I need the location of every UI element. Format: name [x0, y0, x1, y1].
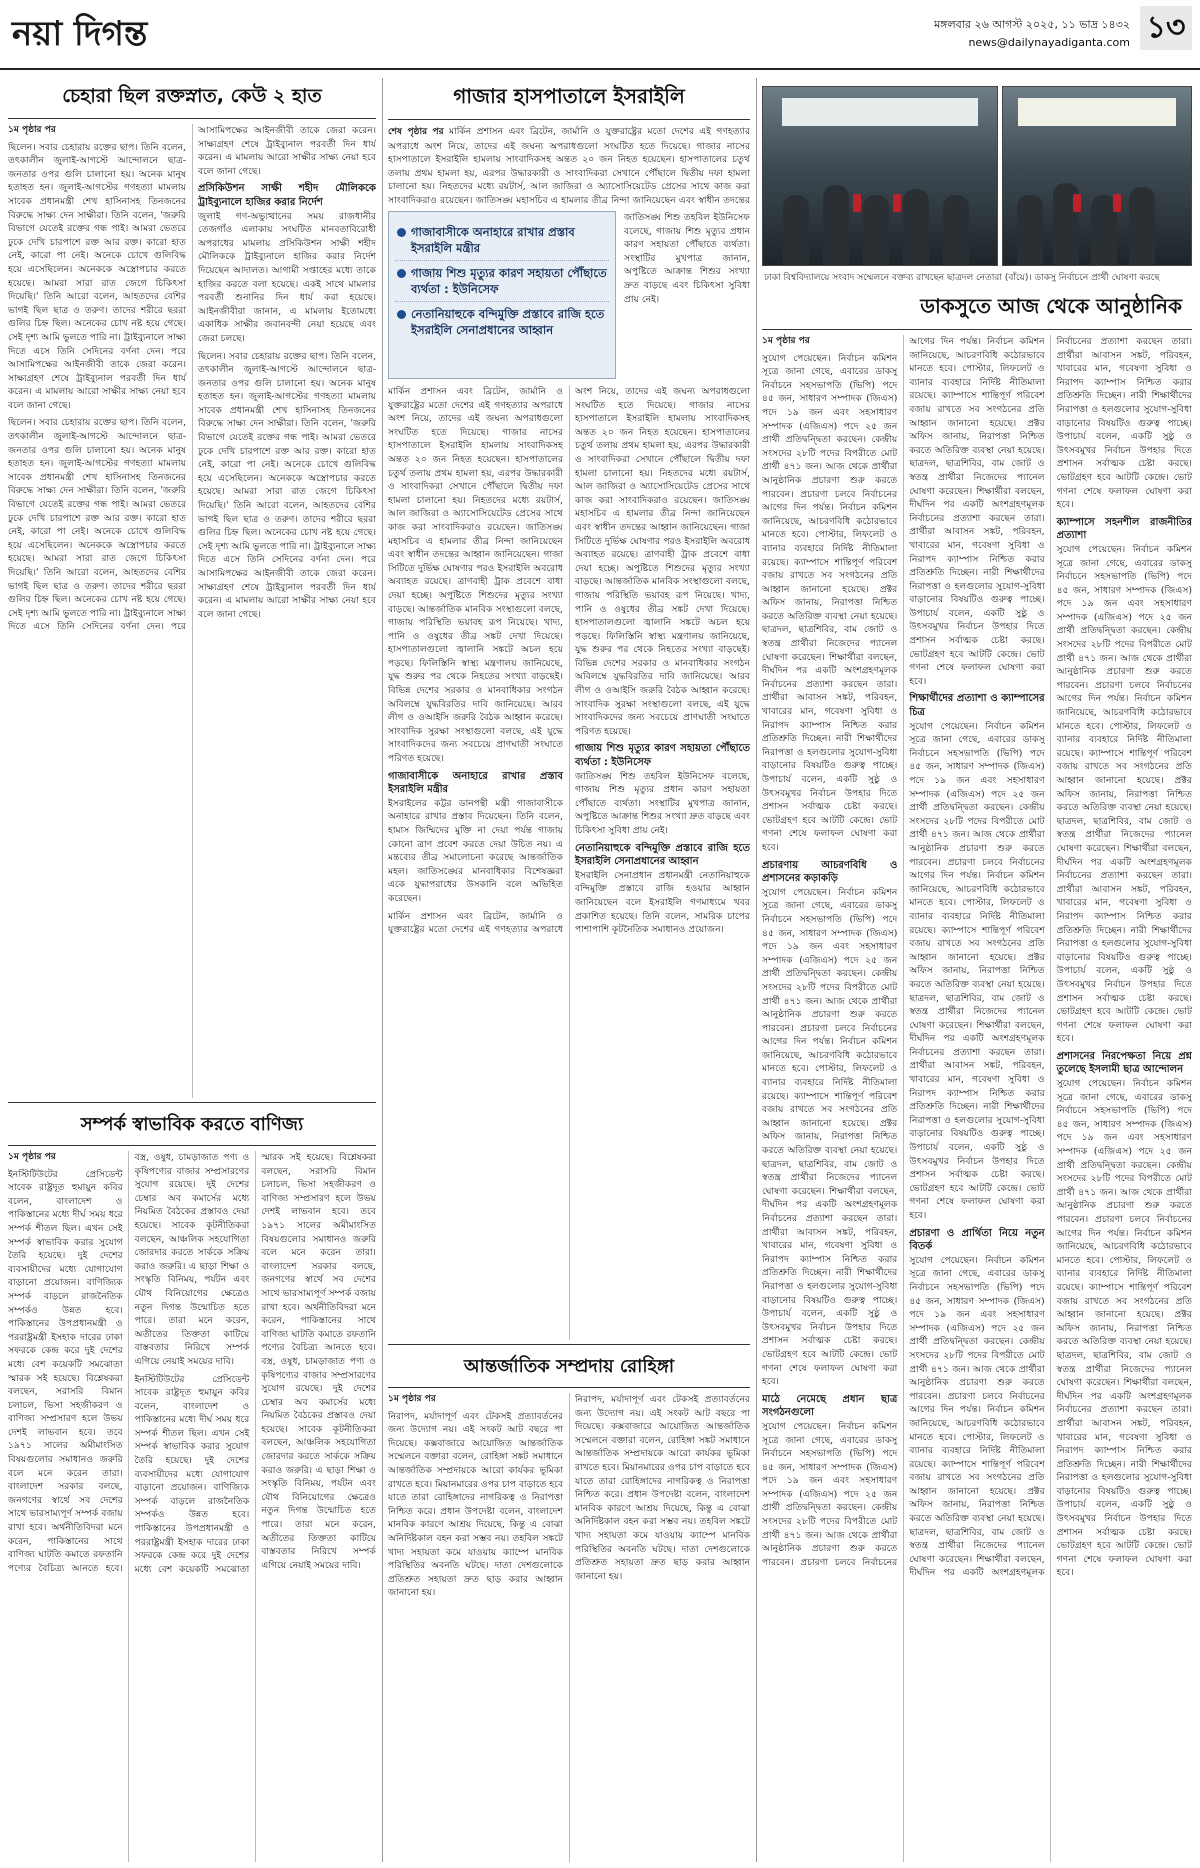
paragraph: মার্কিন প্রশাসন এবং ব্রিটেন, জার্মানি ও যুক্তরাষ্ট্রের মতো দেশের এই গণহত্যার অপরাধে অংশ নিয়ে, তাদের এই জঘন্য অপরাধগুলো সংঘটিত হতে দিয়েছে। গাজার নাসের হাসপাতালে ইসরাইলি হামলায় সাংবাদিকসহ অন্তত ২০ জন নিহত হয়েছেন। হাসপাতালের চতুর্থ তলায় প্রথম হামলা হয়, এরপর উদ্ধারকারী ও সাংবাদিকরা সেখানে পৌঁছালে দ্বিতীয় দফা হামলা চালানো হয়। নিহতদের মধ্যে রয়টার্স, আল জাজিরা ও অ্যাসোসিয়েটেড প্রেসের সাথে কাজ করা সাংবাদিকরাও রয়েছেন। জাতিসঙ্ঘ মহাসচিব এ হামলার তীব্র নিন্দা জানিয়েছেন এবং স্বাধীন তদন্তের: [388, 126, 750, 206]
story-trade-relations: [8, 1106, 376, 1862]
paragraph: ইনস্টিটিউটের প্রেসিডেন্ট সাবেক রাষ্ট্রদূত হুমায়ুন কবির বলেন, বাংলাদেশ ও পাকিস্তানের মধ্যে দীর্ঘ সময় ধরে সম্পর্ক শীতল ছিল। এখন সেই সম্পর্ক স্বাভাবিক করার সুযোগ তৈরি হয়েছে। দুই দেশের ব্যবসায়ীদের মধ্যে যোগাযোগ বাড়ানো প্রয়োজন। বাণিজ্যিক সম্পর্ক বাড়লে রাজনৈতিক সম্পর্কও উন্নত হবে। পাকিস্তানের উপপ্রধানমন্ত্রী ও পররাষ্ট্রমন্ত্রী ইসহাক দারের ঢাকা সফরকে কেন্দ্র করে দুই দেশের মধ্যে বেশ কয়েকটি সমঝোতা স্মারক সই হয়েছে। বিশ্লেষকরা বলছেন, সরাসরি বিমান চলাচল, ভিসা সহজীকরণ ও বাণিজ্য সম্প্রসারণ হলে উভয় দেশই লাভবান হবে। তবে ১৯৭১ সালের অমীমাংসিত বিষয়গুলোর সমাধানও জরুরি বলে মনে করেন তারা। বাংলাদেশ সরকার বলছে, জনগণের স্বার্থে সব দেশের সাথে ভারসাম্যপূর্ণ সম্পর্ক বজায় রাখা হবে। অর্থনীতিবিদরা মনে করেন, পাকিস্তানের সাথে বাণিজ্য ঘাটতি কমাতে রফতানি পণ্যের বৈচিত্র্য আনতে হবে। বস্ত্র, ওষুধ, চামড়াজাত পণ্য ও কৃষিপণ্যের বাজার সম্প্রসারণের সুযোগ রয়েছে। দুই দেশের চেম্বার অব কমার্সের মধ্যে নিয়মিত বৈঠকের প্রস্তাবও দেয়া হয়েছে। সাবেক কূটনীতিকরা বলছেন, আঞ্চলিক সহযোগিতা জোরদার করতে সার্ককে সক্রিয় করাও জরুরি। এ ছাড়া শিক্ষা ও সংস্কৃতি বিনিময়, পর্যটন এবং যৌথ বিনিয়োগের ক্ষেত্রেও নতুন দিগন্ত উন্মোচিত হতে পারে। তারা মনে করেন, অতীতের তিক্ততা কাটিয়ে বাস্তবতার নিরিখে সম্পর্ক এগিয়ে নেয়াই সময়ের দাবি।: [134, 1152, 376, 1575]
issue-date: মঙ্গলবার ২৬ আগস্ট ২০২৫, ১১ ভাদ্র ১৪৩২: [934, 18, 1130, 31]
microphone-icon: [893, 194, 901, 212]
paragraph: মার্কিন প্রশাসন এবং ব্রিটেন, জার্মানি ও যুক্তরাষ্ট্রের মতো দেশের এই গণহত্যার অপরাধে অংশ নিয়ে, তাদের এই জঘন্য অপরাধগুলো সংঘটিত হতে দিয়েছে। গাজার নাসের হাসপাতালে ইসরাইলি হামলায় সাংবাদিকসহ অন্তত ২০ জন নিহত হয়েছেন। হাসপাতালের চতুর্থ তলায় প্রথম হামলা হয়, এরপর উদ্ধারকারী ও সাংবাদিকরা সেখানে পৌঁছালে দ্বিতীয় দফা হামলা চালানো হয়। নিহতদের মধ্যে রয়টার্স, আল জাজিরা ও অ্যাসোসিয়েটেড প্রেসের সাথে কাজ করা সাংবাদিকরাও রয়েছেন। জাতিসঙ্ঘ মহাসচিব এ হামলার তীব্র নিন্দা জানিয়েছেন এবং স্বাধীন তদন্তের আহ্বান জানিয়েছেন। গাজা সিটিতে দুর্ভিক্ষ ঘোষণার পরও ইসরাইলি অবরোধ অব্যাহত রয়েছে। ত্রাণবাহী ট্রাক প্রবেশে বাধা দেয়া হচ্ছে। অপুষ্টিতে শিশুদের মৃত্যুর সংখ্যা বাড়ছে। আন্তর্জাতিক মানবিক সংস্থাগুলো বলছে, গাজায় পরিস্থিতি ভয়াবহ রূপ নিয়েছে। খাদ্য, পানি ও ওষুধের তীব্র সঙ্কট দেখা দিয়েছে। হাসপাতালগুলো জ্বালানি সঙ্কটে অচল হয়ে পড়ছে। ফিলিস্তিনি স্বাস্থ্য মন্ত্রণালয় জানিয়েছে, যুদ্ধ শুরুর পর থেকে নিহতের সংখ্যা বাড়ছেই। বিভিন্ন দেশের সরকার ও মানবাধিকার সংগঠন অবিলম্বে যুদ্ধবিরতির দাবি জানিয়েছে। আরব লীগ ও ওআইসি জরুরি বৈঠক আহ্বান করেছে। সাংবাদিক সুরক্ষা সংস্থাগুলো বলছে, এই যুদ্ধে সাংবাদিকদের জন্য সবচেয়ে প্রাণঘাতী সংঘাতে পরিণত হয়েছে।: [388, 386, 563, 765]
highlight-item[interactable]: গাজায় শিশু মৃত্যুর কারণ সহায়তা পৌঁছাতে ব্যর্থতা : ইউনিসেফ: [395, 261, 609, 302]
story-side-column: [624, 211, 750, 379]
page-number: ১৩: [1140, 6, 1192, 50]
highlights-box: [388, 211, 616, 379]
headline[interactable]: চেহারা ছিল রক্তস্নাত, কেউ ২ হাত: [8, 78, 376, 119]
story-body: [8, 124, 376, 1098]
microphone-icon: [1073, 194, 1081, 212]
microphone-icon: [853, 194, 861, 212]
subheading: মাঠে নেমেছে প্রধান ছাত্র সংগঠনগুলো: [762, 1393, 898, 1419]
microphone-icon: [1113, 194, 1121, 212]
paragraph: সুযোগ পেয়েছেন। নির্বাচন কমিশন সূত্রে জানা গেছে, এবারের ডাকসু নির্বাচনে সহসভাপতি (ভিপি) পদে ৪৫ জন, সাধারণ সম্পাদক (জিএস) পদে ১৯ জন এবং সহসাধারণ সম্পাদক (এজিএস) পদে ২৫ জন প্রার্থী প্রতিদ্বন্দ্বিতা করছেন। কেন্দ্রীয় সংসদের ২৮টি পদের বিপরীতে মোট প্রার্থী ৪৭১ জন। আজ থেকে প্রার্থীরা আনুষ্ঠানিক প্রচারণা শুরু করতে পারবেন। প্রচারণা চলবে নির্বাচনের আগের দিন পর্যন্ত। নির্বাচন কমিশন জানিয়েছে, আচরণবিধি কঠোরভাবে মানতে হবে। পোস্টার, লিফলেট ও ব্যানার ব্যবহারে নির্দিষ্ট নীতিমালা রয়েছে। ক্যাম্পাসে শান্তিপূর্ণ পরিবেশ বজায় রাখতে সব সংগঠনের প্রতি আহ্বান জানানো হয়েছে। প্রক্টর অফিস জানায়, নিরাপত্তা নিশ্চিত করতে অতিরিক্ত ব্যবস্থা নেয়া হয়েছে। ছাত্রদল, ছাত্রশিবির, বাম জোট ও স্বতন্ত্র প্রার্থীরা নিজেদের প্যানেল ঘোষণা করেছেন। শিক্ষার্থীরা বলছেন, দীর্ঘদিন পর একটি অংশগ্রহণমূলক নির্বাচনের প্রত্যাশা করছেন তারা। প্রার্থীরা আবাসন সঙ্কট, পরিবহন, খাবারের মান, গবেষণা সুবিধা ও নিরাপদ ক্যাম্পাস নিশ্চিত করার প্রতিশ্রুতি দিচ্ছেন। নারী শিক্ষার্থীদের নিরাপত্তা ও হলগুলোর সুযোগ-সুবিধা বাড়ানোর বিষয়টিও গুরুত্ব পাচ্ছে। উপাচার্য বলেন, একটি সুষ্ঠু ও উৎসবমুখর নির্বাচন উপহার দিতে প্রশাসন সর্বাত্মক চেষ্টা করছে। ভোটগ্রহণ হবে আটটি কেন্দ্রে। ভোট গণনা শেষে ফলাফল ঘোষণা করা হবে।: [762, 352, 898, 853]
banner-graphic: [1018, 98, 1176, 126]
divider: [8, 1102, 376, 1103]
subheading: প্রচারণায় আচরণবিধি ও প্রশাসনের কড়াকড়ি: [762, 859, 898, 885]
highlight-item[interactable]: গাজাবাসীকে অনাহারে রাখার প্রস্তাব ইসরাইলি মন্ত্রীর: [395, 220, 609, 261]
press-conference-photo-left[interactable]: [762, 86, 998, 266]
person-silhouette: [823, 185, 849, 265]
paragraph: সুযোগ পেয়েছেন। নির্বাচন কমিশন সূত্রে জানা গেছে, এবারের ডাকসু নির্বাচনে সহসভাপতি (ভিপি) পদে ৪৫ জন, সাধারণ সম্পাদক (জিএস) পদে ১৯ জন এবং সহসাধারণ সম্পাদক (এজিএস) পদে ২৫ জন প্রার্থী প্রতিদ্বন্দ্বিতা করছেন। কেন্দ্রীয় সংসদের ২৮টি পদের বিপরীতে মোট প্রার্থী ৪৭১ জন। আজ থেকে প্রার্থীরা আনুষ্ঠানিক প্রচারণা শুরু করতে পারবেন। প্রচারণা চলবে নির্বাচনের আগের দিন পর্যন্ত। নির্বাচন কমিশন জানিয়েছে, আচরণবিধি কঠোরভাবে মানতে হবে। পোস্টার, লিফলেট ও ব্যানার ব্যবহারে নির্দিষ্ট নীতিমালা রয়েছে। ক্যাম্পাসে শান্তিপূর্ণ পরিবেশ বজায় রাখতে সব সংগঠনের প্রতি আহ্বান জানানো হয়েছে। প্রক্টর অফিস জানায়, নিরাপত্তা নিশ্চিত করতে অতিরিক্ত ব্যবস্থা নেয়া হয়েছে। ছাত্রদল, ছাত্রশিবির, বাম জোট ও স্বতন্ত্র প্রার্থীরা নিজেদের প্যানেল ঘোষণা করেছেন। শিক্ষার্থীরা বলছেন, দীর্ঘদিন পর একটি অংশগ্রহণমূলক নির্বাচনের প্রত্যাশা করছেন তারা। প্রার্থীরা আবাসন সঙ্কট, পরিবহন, খাবারের মান, গবেষণা সুবিধা ও নিরাপদ ক্যাম্পাস নিশ্চিত করার প্রতিশ্রুতি দিচ্ছেন। নারী শিক্ষার্থীদের নিরাপত্তা ও হলগুলোর সুযোগ-সুবিধা বাড়ানোর বিষয়টিও গুরুত্ব পাচ্ছে। উপাচার্য বলেন, একটি সুষ্ঠু ও উৎসবমুখর নির্বাচন উপহার দিতে প্রশাসন সর্বাত্মক চেষ্টা করছে। ভোটগ্রহণ হবে আটটি কেন্দ্রে। ভোট গণনা শেষে ফলাফল ঘোষণা করা হবে।: [762, 336, 1045, 1568]
column-divider: [382, 78, 383, 1862]
continued-label: ১ম পৃষ্ঠার পর: [762, 336, 810, 346]
story-bloodied-faces: [8, 78, 376, 1098]
paragraph: ছিলেন। সবার চেহারায় রক্তের ছাপ। তিনি বলেন, তৎকালীন জুলাই-আগস্টে আন্দোলনে ছাত্র-জনতার ওপর গুলি চালানো হয়। অনেক মানুষ হতাহত হন। জুলাই-আগস্টের গণহত্যা মামলায় সাবেক প্রধানমন্ত্রী শেখ হাসিনাসহ তিনজনের বিরুদ্ধে সাক্ষ্য দেন সাক্ষীরা। তিনি বলেন, 'জরুরি বিভাগে যেতেই রক্তের গন্ধ পাই। আমরা ভেতরে ঢুকে দেখি চারপাশে রক্ত আর রক্ত। কারো হাত নেই, কারো পা নেই। অনেকে চোখে গুলিবিদ্ধ হয়ে এসেছিলেন। অনেককে অস্ত্রোপচার করতে হয়েছে। আমরা সারা রাত জেগে চিকিৎসা দিয়েছি।' তিনি আরো বলেন, আহতদের বেশির ভাগই ছিল ছাত্র ও তরুণ। তাদের শরীরে ছররা গুলির চিহ্ন ছিল। অনেকের চোখ নষ্ট হয়ে গেছে। সেই দৃশ্য আমি ভুলতে পারি না। ট্রাইব্যুনালে সাক্ষ্য দিতে এসে তিনি সেদিনের বর্ণনা দেন। পরে আসামিপক্ষের আইনজীবী তাকে জেরা করেন। সাক্ষ্যগ্রহণ শেষে ট্রাইব্যুনাল পরবর্তী দিন ধার্য করেন। এ মামলায় আরো সাক্ষীর সাক্ষ্য নেয়া হবে বলে জানা গেছে।: [198, 350, 376, 620]
story-body: [8, 1151, 376, 1862]
dateline: [934, 16, 1130, 51]
paragraph: সুযোগ পেয়েছেন। নির্বাচন কমিশন সূত্রে জানা গেছে, এবারের ডাকসু নির্বাচনে সহসভাপতি (ভিপি) পদে ৪৫ জন, সাধারণ সম্পাদক (জিএস) পদে ১৯ জন এবং সহসাধারণ সম্পাদক (এজিএস) পদে ২৫ জন প্রার্থী প্রতিদ্বন্দ্বিতা করছেন। কেন্দ্রীয় সংসদের ২৮টি পদের বিপরীতে মোট প্রার্থী ৪৭১ জন। আজ থেকে প্রার্থীরা আনুষ্ঠানিক প্রচারণা শুরু করতে পারবেন। প্রচারণা চলবে নির্বাচনের আগের দিন পর্যন্ত। নির্বাচন কমিশন জানিয়েছে, আচরণবিধি কঠোরভাবে মানতে হবে। পোস্টার, লিফলেট ও ব্যানার ব্যবহারে নির্দিষ্ট নীতিমালা রয়েছে। ক্যাম্পাসে শান্তিপূর্ণ পরিবেশ বজায় রাখতে সব সংগঠনের প্রতি আহ্বান জানানো হয়েছে। প্রক্টর অফিস জানায়, নিরাপত্তা নিশ্চিত করতে অতিরিক্ত ব্যবস্থা নেয়া হয়েছে। ছাত্রদল, ছাত্রশিবির, বাম জোট ও স্বতন্ত্র প্রার্থীরা নিজেদের প্যানেল ঘোষণা করেছেন। শিক্ষার্থীরা বলছেন, দীর্ঘদিন পর একটি অংশগ্রহণমূলক নির্বাচনের প্রত্যাশা করছেন তারা। প্রার্থীরা আবাসন সঙ্কট, পরিবহন, খাবারের মান, গবেষণা সুবিধা ও নিরাপদ ক্যাম্পাস নিশ্চিত করার প্রতিশ্রুতি দিচ্ছেন। নারী শিক্ষার্থীদের নিরাপত্তা ও হলগুলোর সুযোগ-সুবিধা বাড়ানোর বিষয়টিও গুরুত্ব পাচ্ছে। উপাচার্য বলেন, একটি সুষ্ঠু ও উৎসবমুখর নির্বাচন উপহার দিতে প্রশাসন সর্বাত্মক চেষ্টা করছে। ভোটগ্রহণ হবে আটটি কেন্দ্রে। ভোট গণনা শেষে ফলাফল ঘোষণা করা হবে।: [909, 336, 1192, 1579]
paragraph: ইনস্টিটিউটের প্রেসিডেন্ট সাবেক রাষ্ট্রদূত হুমায়ুন কবির বলেন, বাংলাদেশ ও পাকিস্তানের মধ্যে দীর্ঘ সময় ধরে সম্পর্ক শীতল ছিল। এখন সেই সম্পর্ক স্বাভাবিক করার সুযোগ তৈরি হয়েছে। দুই দেশের ব্যবসায়ীদের মধ্যে যোগাযোগ বাড়ানো প্রয়োজন। বাণিজ্যিক সম্পর্ক বাড়লে রাজনৈতিক সম্পর্কও উন্নত হবে। পাকিস্তানের উপপ্রধানমন্ত্রী ও পররাষ্ট্রমন্ত্রী ইসহাক দারের ঢাকা সফরকে কেন্দ্র করে দুই দেশের মধ্যে বেশ কয়েকটি সমঝোতা স্মারক সই হয়েছে। বিশ্লেষকরা বলছেন, সরাসরি বিমান চলাচল, ভিসা সহজীকরণ ও বাণিজ্য সম্প্রসারণ হলে উভয় দেশই লাভবান হবে। তবে ১৯৭১ সালের অমীমাংসিত বিষয়গুলোর সমাধানও জরুরি বলে মনে করেন তারা। বাংলাদেশ সরকার বলছে, জনগণের স্বার্থে সব দেশের সাথে ভারসাম্যপূর্ণ সম্পর্ক বজায় রাখা হবে। অর্থনীতিবিদরা মনে করেন, পাকিস্তানের সাথে বাণিজ্য ঘাটতি কমাতে রফতানি পণ্যের বৈচিত্র্য আনতে হবে। বস্ত্র, ওষুধ, চামড়াজাত পণ্য ও কৃষিপণ্যের বাজার সম্প্রসারণের সুযোগ রয়েছে। দুই দেশের চেম্বার অব কমার্সের মধ্যে নিয়মিত বৈঠকের প্রস্তাবও দেয়া হয়েছে। সাবেক কূটনীতিকরা বলছেন, আঞ্চলিক সহযোগিতা জোরদার করতে সার্ককে সক্রিয় করাও জরুরি। এ ছাড়া শিক্ষা ও সংস্কৃতি বিনিময়, পর্যটন এবং যৌথ বিনিয়োগের ক্ষেত্রেও নতুন দিগন্ত উন্মোচিত হতে পারে। তারা মনে করেন, অতীতের তিক্ততা কাটিয়ে বাস্তবতার নিরিখে সম্পর্ক এগিয়ে নেয়াই সময়ের দাবি।: [8, 1152, 250, 1574]
paragraph: ইসরাইলের কট্টর ডানপন্থী মন্ত্রী গাজাবাসীকে অনাহারে রাখার প্রস্তাব দিয়েছেন। তিনি বলেন, হামাস জিম্মিদের মুক্তি না দেয়া পর্যন্ত গাজায় কোনো ত্রাণ প্রবেশ করতে দেয়া উচিত নয়। এ মন্তব্যের তীব্র সমালোচনা করেছে আন্তর্জাতিক মহল। জাতিসঙ্ঘের মানবাধিকার বিশেষজ্ঞরা একে যুদ্ধাপরাধের উসকানি বলে অভিহিত করেছেন।: [388, 797, 563, 904]
story-body: [762, 335, 1192, 1862]
subheading: প্রসিকিউশন সাক্ষী শহীদ মৌলিককে ট্রাইব্যুনালে হাজির করার নির্দেশ: [198, 183, 376, 208]
person-silhouette: [1017, 195, 1043, 265]
contact-email[interactable]: news@dailynayadiganta.com: [968, 35, 1130, 49]
highlight-item[interactable]: নেতানিয়াহুকে বন্দিমুক্তি প্রস্তাবে রাজি হতে ইসরাইলি সেনাপ্রধানের আহ্বান: [395, 302, 609, 342]
subheading: ক্যাম্পাসে সহনশীল রাজনীতির প্রত্যাশা: [1056, 516, 1192, 542]
logo-text: নয়া দিগন্ত: [12, 14, 148, 54]
subheading: প্রশাসনের নিরপেক্ষতা নিয়ে প্রশ্ন তুলেছে ইসলামী ছাত্র আন্দোলন: [1056, 1050, 1192, 1076]
story-body: [388, 1393, 750, 1862]
column-divider: [756, 78, 757, 1862]
story-ducsu: [762, 288, 1192, 1862]
divider: [388, 1344, 750, 1345]
continued-label: শেষ পৃষ্ঠার পর: [388, 127, 444, 137]
headline[interactable]: ডাকসুতে আজ থেকে আনুষ্ঠানিক: [762, 288, 1192, 330]
paragraph: জাতিসঙ্ঘ শিশু তহবিল ইউনিসেফ বলেছে, গাজায় শিশু মৃত্যুর প্রধান কারণ সহায়তা পৌঁছাতে ব্যর্থতা। সংস্থাটির মুখপাত্র জানান, অপুষ্টিতে আক্রান্ত শিশুর সংখ্যা দ্রুত বাড়ছে এবং চিকিৎসা সুবিধা প্রায় নেই।: [624, 212, 750, 305]
story-gaza-hospital: [388, 78, 750, 1340]
banner-graphic: [782, 98, 979, 126]
headline[interactable]: গাজার হাসপাতালে ইসরাইলি: [388, 78, 750, 120]
subheading: গাজায় শিশু মৃত্যুর কারণ সহায়তা পৌঁছাতে ব্যর্থতা : ইউনিসেফ: [575, 743, 750, 769]
press-conference-photo-right[interactable]: [1002, 86, 1192, 266]
paragraph: ইসরাইলি সেনাপ্রধান প্রধানমন্ত্রী নেতানিয়াহুকে বন্দিমুক্তি প্রস্তাবে রাজি হওয়ার আহ্বান জানিয়েছেন বলে ইসরাইলি গণমাধ্যমে খবর প্রকাশিত হয়েছে। তিনি বলেন, সামরিক চাপের পাশাপাশি কূটনৈতিক সমাধানও প্রয়োজন।: [575, 869, 750, 936]
subheading: শিক্ষার্থীদের প্রত্যাশা ও ক্যাম্পাসের চিত্র: [909, 693, 1045, 719]
story-body: [388, 385, 750, 1340]
continued-label: ১ম পৃষ্ঠার পর: [8, 1152, 56, 1162]
headline[interactable]: আন্তর্জাতিক সম্প্রদায় রোহিঙ্গা: [388, 1348, 750, 1388]
story-intro: [388, 125, 750, 207]
subheading: গাজাবাসীকে অনাহারে রাখার প্রস্তাব ইসরাইলি মন্ত্রীর: [388, 770, 563, 796]
headline[interactable]: সম্পর্ক স্বাভাবিক করতে বাণিজ্য: [8, 1106, 376, 1146]
paragraph: ছিলেন। সবার চেহারায় রক্তের ছাপ। তিনি বলেন, তৎকালীন জুলাই-আগস্টে আন্দোলনে ছাত্র-জনতার ওপর গুলি চালানো হয়। অনেক মানুষ হতাহত হন। জুলাই-আগস্টের গণহত্যা মামলায় সাবেক প্রধানমন্ত্রী শেখ হাসিনাসহ তিনজনের বিরুদ্ধে সাক্ষ্য দেন সাক্ষীরা। তিনি বলেন, 'জরুরি বিভাগে যেতেই রক্তের গন্ধ পাই। আমরা ভেতরে ঢুকে দেখি চারপাশে রক্ত আর রক্ত। কারো হাত নেই, কারো পা নেই। অনেকে চোখে গুলিবিদ্ধ হয়ে এসেছিলেন। অনেককে অস্ত্রোপচার করতে হয়েছে। আমরা সারা রাত জেগে চিকিৎসা দিয়েছি।' তিনি আরো বলেন, আহতদের বেশির ভাগই ছিল ছাত্র ও তরুণ। তাদের শরীরে ছররা গুলির চিহ্ন ছিল। অনেকের চোখ নষ্ট হয়ে গেছে। সেই দৃশ্য আমি ভুলতে পারি না। ট্রাইব্যুনালে সাক্ষ্য দিতে এসে তিনি সেদিনের বর্ণনা দেন। পরে আসামিপক্ষের আইনজীবী তাকে জেরা করেন। সাক্ষ্যগ্রহণ শেষে ট্রাইব্যুনাল পরবর্তী দিন ধার্য করেন। এ মামলায় আরো সাক্ষীর সাক্ষ্য নেয়া হবে বলে জানা গেছে।: [8, 125, 376, 633]
paragraph: জাতিসঙ্ঘ শিশু তহবিল ইউনিসেফ বলেছে, গাজায় শিশু মৃত্যুর প্রধান কারণ সহায়তা পৌঁছাতে ব্যর্থতা। সংস্থাটির মুখপাত্র জানান, অপুষ্টিতে আক্রান্ত শিশুর সংখ্যা দ্রুত বাড়ছে এবং চিকিৎসা সুবিধা প্রায় নেই।: [575, 770, 750, 836]
paragraph: সুযোগ পেয়েছেন। নির্বাচন কমিশন সূত্রে জানা গেছে, এবারের ডাকসু নির্বাচনে সহসভাপতি (ভিপি) পদে ৪৫ জন, সাধারণ সম্পাদক (জিএস) পদে ১৯ জন এবং সহসাধারণ সম্পাদক (এজিএস) পদে ২৫ জন প্রার্থী প্রতিদ্বন্দ্বিতা করছেন। কেন্দ্রীয় সংসদের ২৮টি পদের বিপরীতে মোট প্রার্থী ৪৭১ জন। আজ থেকে প্রার্থীরা আনুষ্ঠানিক প্রচারণা শুরু করতে পারবেন। প্রচারণা চলবে নির্বাচনের আগের দিন পর্যন্ত। নির্বাচন কমিশন জানিয়েছে, আচরণবিধি কঠোরভাবে মানতে হবে। পোস্টার, লিফলেট ও ব্যানার ব্যবহারে নির্দিষ্ট নীতিমালা রয়েছে। ক্যাম্পাসে শান্তিপূর্ণ পরিবেশ বজায় রাখতে সব সংগঠনের প্রতি আহ্বান জানানো হয়েছে। প্রক্টর অফিস জানায়, নিরাপত্তা নিশ্চিত করতে অতিরিক্ত ব্যবস্থা নেয়া হয়েছে। ছাত্রদল, ছাত্রশিবির, বাম জোট ও স্বতন্ত্র প্রার্থীরা নিজেদের প্যানেল ঘোষণা করেছেন। শিক্ষার্থীরা বলছেন, দীর্ঘদিন পর একটি অংশগ্রহণমূলক নির্বাচনের প্রত্যাশা করছেন তারা। প্রার্থীরা আবাসন সঙ্কট, পরিবহন, খাবারের মান, গবেষণা সুবিধা ও নিরাপদ ক্যাম্পাস নিশ্চিত করার প্রতিশ্রুতি দিচ্ছেন। নারী শিক্ষার্থীদের নিরাপত্তা ও হলগুলোর সুযোগ-সুবিধা বাড়ানোর বিষয়টিও গুরুত্ব পাচ্ছে। উপাচার্য বলেন, একটি সুষ্ঠু ও উৎসবমুখর নির্বাচন উপহার দিতে প্রশাসন সর্বাত্মক চেষ্টা করছে। ভোটগ্রহণ হবে আটটি কেন্দ্রে। ভোট গণনা শেষে ফলাফল ঘোষণা করা হবে।: [909, 720, 1045, 1221]
subheading: প্রচারণা ও প্রার্থিতা নিয়ে নতুন বিতর্ক: [909, 1227, 1045, 1253]
paragraph: নিরাপদ, মর্যাদাপূর্ণ এবং টেকসই প্রত্যাবর্তনের জন্য উদ্যোগ নয়। এই সংকট আট বছরে পা দিয়েছে। কক্সবাজারে আয়োজিত আন্তর্জাতিক সম্মেলনে বক্তারা বলেন, রোহিঙ্গা সঙ্কট সমাধানে আন্তর্জাতিক সম্প্রদায়কে আরো কার্যকর ভূমিকা রাখতে হবে। মিয়ানমারের ওপর চাপ বাড়াতে হবে যাতে তারা রোহিঙ্গাদের নাগরিকত্ব ও নিরাপত্তা নিশ্চিত করে। প্রধান উপদেষ্টা বলেন, বাংলাদেশ মানবিক কারণে আশ্রয় দিয়েছে, কিন্তু এ বোঝা অনির্দিষ্টকাল বহন করা সম্ভব নয়। তহবিল সঙ্কটে খাদ্য সহায়তা কমে যাওয়ায় ক্যাম্পে মানবিক পরিস্থিতির অবনতি ঘটছে। দাতা দেশগুলোকে প্রতিশ্রুত সহায়তা দ্রুত ছাড় করার আহ্বান জানানো হয়।: [575, 1394, 750, 1582]
story-rohingya: [388, 1348, 750, 1862]
paragraph: সুযোগ পেয়েছেন। নির্বাচন কমিশন সূত্রে জানা গেছে, এবারের ডাকসু নির্বাচনে সহসভাপতি (ভিপি) পদে ৪৫ জন, সাধারণ সম্পাদক (জিএস) পদে ১৯ জন এবং সহসাধারণ সম্পাদক (এজিএস) পদে ২৫ জন প্রার্থী প্রতিদ্বন্দ্বিতা করছেন। কেন্দ্রীয় সংসদের ২৮টি পদের বিপরীতে মোট প্রার্থী ৪৭১ জন। আজ থেকে প্রার্থীরা আনুষ্ঠানিক প্রচারণা শুরু করতে পারবেন। প্রচারণা চলবে নির্বাচনের আগের দিন পর্যন্ত। নির্বাচন কমিশন জানিয়েছে, আচরণবিধি কঠোরভাবে মানতে হবে। পোস্টার, লিফলেট ও ব্যানার ব্যবহারে নির্দিষ্ট নীতিমালা রয়েছে। ক্যাম্পাসে শান্তিপূর্ণ পরিবেশ বজায় রাখতে সব সংগঠনের প্রতি আহ্বান জানানো হয়েছে। প্রক্টর অফিস জানায়, নিরাপত্তা নিশ্চিত করতে অতিরিক্ত ব্যবস্থা নেয়া হয়েছে। ছাত্রদল, ছাত্রশিবির, বাম জোট ও স্বতন্ত্র প্রার্থীরা নিজেদের প্যানেল ঘোষণা করেছেন। শিক্ষার্থীরা বলছেন, দীর্ঘদিন পর একটি অংশগ্রহণমূলক নির্বাচনের প্রত্যাশা করছেন তারা। প্রার্থীরা আবাসন সঙ্কট, পরিবহন, খাবারের মান, গবেষণা সুবিধা ও নিরাপদ ক্যাম্পাস নিশ্চিত করার প্রতিশ্রুতি দিচ্ছেন। নারী শিক্ষার্থীদের নিরাপত্তা ও হলগুলোর সুযোগ-সুবিধা বাড়ানোর বিষয়টিও গুরুত্ব পাচ্ছে। উপাচার্য বলেন, একটি সুষ্ঠু ও উৎসবমুখর নির্বাচন উপহার দিতে প্রশাসন সর্বাত্মক চেষ্টা করছে। ভোটগ্রহণ হবে আটটি কেন্দ্রে। ভোট গণনা শেষে ফলাফল ঘোষণা করা হবে।: [762, 886, 898, 1388]
paragraph: সুযোগ পেয়েছেন। নির্বাচন কমিশন সূত্রে জানা গেছে, এবারের ডাকসু নির্বাচনে সহসভাপতি (ভিপি) পদে ৪৫ জন, সাধারণ সম্পাদক (জিএস) পদে ১৯ জন এবং সহসাধারণ সম্পাদক (এজিএস) পদে ২৫ জন প্রার্থী প্রতিদ্বন্দ্বিতা করছেন। কেন্দ্রীয় সংসদের ২৮টি পদের বিপরীতে মোট প্রার্থী ৪৭১ জন। আজ থেকে প্রার্থীরা আনুষ্ঠানিক প্রচারণা শুরু করতে পারবেন। প্রচারণা চলবে নির্বাচনের আগের দিন পর্যন্ত। নির্বাচন কমিশন জানিয়েছে, আচরণবিধি কঠোরভাবে মানতে হবে। পোস্টার, লিফলেট ও ব্যানার ব্যবহারে নির্দিষ্ট নীতিমালা রয়েছে। ক্যাম্পাসে শান্তিপূর্ণ পরিবেশ বজায় রাখতে সব সংগঠনের প্রতি আহ্বান জানানো হয়েছে। প্রক্টর অফিস জানায়, নিরাপত্তা নিশ্চিত করতে অতিরিক্ত ব্যবস্থা নেয়া হয়েছে। ছাত্রদল, ছাত্রশিবির, বাম জোট ও স্বতন্ত্র প্রার্থীরা নিজেদের প্যানেল ঘোষণা করেছেন। শিক্ষার্থীরা বলছেন, দীর্ঘদিন পর একটি অংশগ্রহণমূলক নির্বাচনের প্রত্যাশা করছেন তারা। প্রার্থীরা আবাসন সঙ্কট, পরিবহন, খাবারের মান, গবেষণা সুবিধা ও নিরাপদ ক্যাম্পাস নিশ্চিত করার প্রতিশ্রুতি দিচ্ছেন। নারী শিক্ষার্থীদের নিরাপত্তা ও হলগুলোর সুযোগ-সুবিধা বাড়ানোর বিষয়টিও গুরুত্ব পাচ্ছে। উপাচার্য বলেন, একটি সুষ্ঠু ও উৎসবমুখর নির্বাচন উপহার দিতে প্রশাসন সর্বাত্মক চেষ্টা করছে। ভোটগ্রহণ হবে আটটি কেন্দ্রে। ভোট গণনা শেষে ফলাফল ঘোষণা করা হবে।: [1056, 1078, 1192, 1579]
continued-label: ১ম পৃষ্ঠার পর: [8, 125, 56, 135]
person-silhouette: [1129, 187, 1155, 265]
paragraph: সুযোগ পেয়েছেন। নির্বাচন কমিশন সূত্রে জানা গেছে, এবারের ডাকসু নির্বাচনে সহসভাপতি (ভিপি) পদে ৪৫ জন, সাধারণ সম্পাদক (জিএস) পদে ১৯ জন এবং সহসাধারণ সম্পাদক (এজিএস) পদে ২৫ জন প্রার্থী প্রতিদ্বন্দ্বিতা করছেন। কেন্দ্রীয় সংসদের ২৮টি পদের বিপরীতে মোট প্রার্থী ৪৭১ জন। আজ থেকে প্রার্থীরা আনুষ্ঠানিক প্রচারণা শুরু করতে পারবেন। প্রচারণা চলবে নির্বাচনের আগের দিন পর্যন্ত। নির্বাচন কমিশন জানিয়েছে, আচরণবিধি কঠোরভাবে মানতে হবে। পোস্টার, লিফলেট ও ব্যানার ব্যবহারে নির্দিষ্ট নীতিমালা রয়েছে। ক্যাম্পাসে শান্তিপূর্ণ পরিবেশ বজায় রাখতে সব সংগঠনের প্রতি আহ্বান জানানো হয়েছে। প্রক্টর অফিস জানায়, নিরাপত্তা নিশ্চিত করতে অতিরিক্ত ব্যবস্থা নেয়া হয়েছে। ছাত্রদল, ছাত্রশিবির, বাম জোট ও স্বতন্ত্র প্রার্থীরা নিজেদের প্যানেল ঘোষণা করেছেন। শিক্ষার্থীরা বলছেন, দীর্ঘদিন পর একটি অংশগ্রহণমূলক নির্বাচনের প্রত্যাশা করছেন তারা। প্রার্থীরা আবাসন সঙ্কট, পরিবহন, খাবারের মান, গবেষণা সুবিধা ও নিরাপদ ক্যাম্পাস নিশ্চিত করার প্রতিশ্রুতি দিচ্ছেন। নারী শিক্ষার্থীদের নিরাপত্তা ও হলগুলোর সুযোগ-সুবিধা বাড়ানোর বিষয়টিও গুরুত্ব পাচ্ছে। উপাচার্য বলেন, একটি সুষ্ঠু ও উৎসবমুখর নির্বাচন উপহার দিতে প্রশাসন সর্বাত্মক চেষ্টা করছে। ভোটগ্রহণ হবে আটটি কেন্দ্রে। ভোট গণনা শেষে ফলাফল ঘোষণা করা হবে।: [1056, 543, 1192, 1045]
continued-label: ১ম পৃষ্ঠার পর: [388, 1394, 436, 1404]
person-silhouette: [943, 195, 969, 265]
photo-caption: ঢাকা বিশ্ববিদ্যালয়ে সংবাদ সম্মেলনে বক্তব্য রাখছেন ছাত্রদল নেতারা (বাঁয়ে)। ডাকসু নির্বাচনে প্রার্থী ঘোষণা করছে: [764, 273, 1160, 283]
paragraph: নিরাপদ, মর্যাদাপূর্ণ এবং টেকসই প্রত্যাবর্তনের জন্য উদ্যোগ নয়। এই সংকট আট বছরে পা দিয়েছে। কক্সবাজারে আয়োজিত আন্তর্জাতিক সম্মেলনে বক্তারা বলেন, রোহিঙ্গা সঙ্কট সমাধানে আন্তর্জাতিক সম্প্রদায়কে আরো কার্যকর ভূমিকা রাখতে হবে। মিয়ানমারের ওপর চাপ বাড়াতে হবে যাতে তারা রোহিঙ্গাদের নাগরিকত্ব ও নিরাপত্তা নিশ্চিত করে। প্রধান উপদেষ্টা বলেন, বাংলাদেশ মানবিক কারণে আশ্রয় দিয়েছে, কিন্তু এ বোঝা অনির্দিষ্টকাল বহন করা সম্ভব নয়। তহবিল সঙ্কটে খাদ্য সহায়তা কমে যাওয়ায় ক্যাম্পে মানবিক পরিস্থিতির অবনতি ঘটছে। দাতা দেশগুলোকে প্রতিশ্রুত সহায়তা দ্রুত ছাড় করার আহ্বান জানানো হয়।: [388, 1410, 563, 1599]
person-silhouette: [783, 195, 809, 265]
paragraph: মার্কিন প্রশাসন এবং ব্রিটেন, জার্মানি ও যুক্তরাষ্ট্রের মতো দেশের এই গণহত্যার অপরাধে অংশ নিয়ে, তাদের এই জঘন্য অপরাধগুলো সংঘটিত হতে দিয়েছে। গাজার নাসের হাসপাতালে ইসরাইলি হামলায় সাংবাদিকসহ অন্তত ২০ জন নিহত হয়েছেন। হাসপাতালের চতুর্থ তলায় প্রথম হামলা হয়, এরপর উদ্ধারকারী ও সাংবাদিকরা সেখানে পৌঁছালে দ্বিতীয় দফা হামলা চালানো হয়। নিহতদের মধ্যে রয়টার্স, আল জাজিরা ও অ্যাসোসিয়েটেড প্রেসের সাথে কাজ করা সাংবাদিকরাও রয়েছেন। জাতিসঙ্ঘ মহাসচিব এ হামলার তীব্র নিন্দা জানিয়েছেন এবং স্বাধীন তদন্তের আহ্বান জানিয়েছেন। গাজা সিটিতে দুর্ভিক্ষ ঘোষণার পরও ইসরাইলি অবরোধ অব্যাহত রয়েছে। ত্রাণবাহী ট্রাক প্রবেশে বাধা দেয়া হচ্ছে। অপুষ্টিতে শিশুদের মৃত্যুর সংখ্যা বাড়ছে। আন্তর্জাতিক মানবিক সংস্থাগুলো বলছে, গাজায় পরিস্থিতি ভয়াবহ রূপ নিয়েছে। খাদ্য, পানি ও ওষুধের তীব্র সঙ্কট দেখা দিয়েছে। হাসপাতালগুলো জ্বালানি সঙ্কটে অচল হয়ে পড়ছে। ফিলিস্তিনি স্বাস্থ্য মন্ত্রণালয় জানিয়েছে, যুদ্ধ শুরুর পর থেকে নিহতের সংখ্যা বাড়ছেই। বিভিন্ন দেশের সরকার ও মানবাধিকার সংগঠন অবিলম্বে যুদ্ধবিরতির দাবি জানিয়েছে। আরব লীগ ও ওআইসি জরুরি বৈঠক আহ্বান করেছে। সাংবাদিক সুরক্ষা সংস্থাগুলো বলছে, এই যুদ্ধে সাংবাদিকদের জন্য সবচেয়ে প্রাণঘাতী সংঘাতে পরিণত হয়েছে।: [388, 386, 750, 936]
person-silhouette: [903, 189, 929, 265]
newspaper-logo[interactable]: [12, 8, 147, 65]
paragraph: ছিলেন। সবার চেহারায় রক্তের ছাপ। তিনি বলেন, তৎকালীন জুলাই-আগস্টে আন্দোলনে ছাত্র-জনতার ওপর গুলি চালানো হয়। অনেক মানুষ হতাহত হন। জুলাই-আগস্টের গণহত্যা মামলায় সাবেক প্রধানমন্ত্রী শেখ হাসিনাসহ তিনজনের বিরুদ্ধে সাক্ষ্য দেন সাক্ষীরা। তিনি বলেন, 'জরুরি বিভাগে যেতেই রক্তের গন্ধ পাই। আমরা ভেতরে ঢুকে দেখি চারপাশে রক্ত আর রক্ত। কারো হাত নেই, কারো পা নেই। অনেকে চোখে গুলিবিদ্ধ হয়ে এসেছিলেন। অনেককে অস্ত্রোপচার করতে হয়েছে। আমরা সারা রাত জেগে চিকিৎসা দিয়েছি।' তিনি আরো বলেন, আহতদের বেশির ভাগই ছিল ছাত্র ও তরুণ। তাদের শরীরে ছররা গুলির চিহ্ন ছিল। অনেকের চোখ নষ্ট হয়ে গেছে। সেই দৃশ্য আমি ভুলতে পারি না। ট্রাইব্যুনালে সাক্ষ্য দিতে এসে তিনি সেদিনের বর্ণনা দেন। পরে আসামিপক্ষের আইনজীবী তাকে জেরা করেন। সাক্ষ্যগ্রহণ শেষে ট্রাইব্যুনাল পরবর্তী দিন ধার্য করেন। এ মামলায় আরো সাক্ষীর সাক্ষ্য নেয়া হবে বলে জানা গেছে।: [8, 141, 186, 411]
paragraph: জুলাই গণ-অভ্যুত্থানের সময় রাজধানীর তেজগাঁও এলাকায় সংঘটিত মানবতাবিরোধী অপরাধের মামলায় প্রসিকিউশন সাক্ষী শহীদ মৌলিককে ট্রাইব্যুনালে হাজির করার নির্দেশ দিয়েছেন আদালত। আগামী সপ্তাহের মধ্যে তাকে হাজির করতে বলা হয়েছে। একই সাথে মামলার পরবর্তী শুনানির দিন ধার্য করা হয়েছে। আইনজীবীরা জানান, এ মামলায় ইতোমধ্যে একাধিক সাক্ষীর জবানবন্দী নেয়া হয়েছে এবং জেরা চলছে।: [198, 210, 376, 344]
subheading: নেতানিয়াহুকে বন্দিমুক্তি প্রস্তাবে রাজি হতে ইসরাইলি সেনাপ্রধানের আহ্বান: [575, 842, 750, 868]
person-silhouette: [863, 195, 889, 265]
masthead: [0, 0, 1200, 70]
